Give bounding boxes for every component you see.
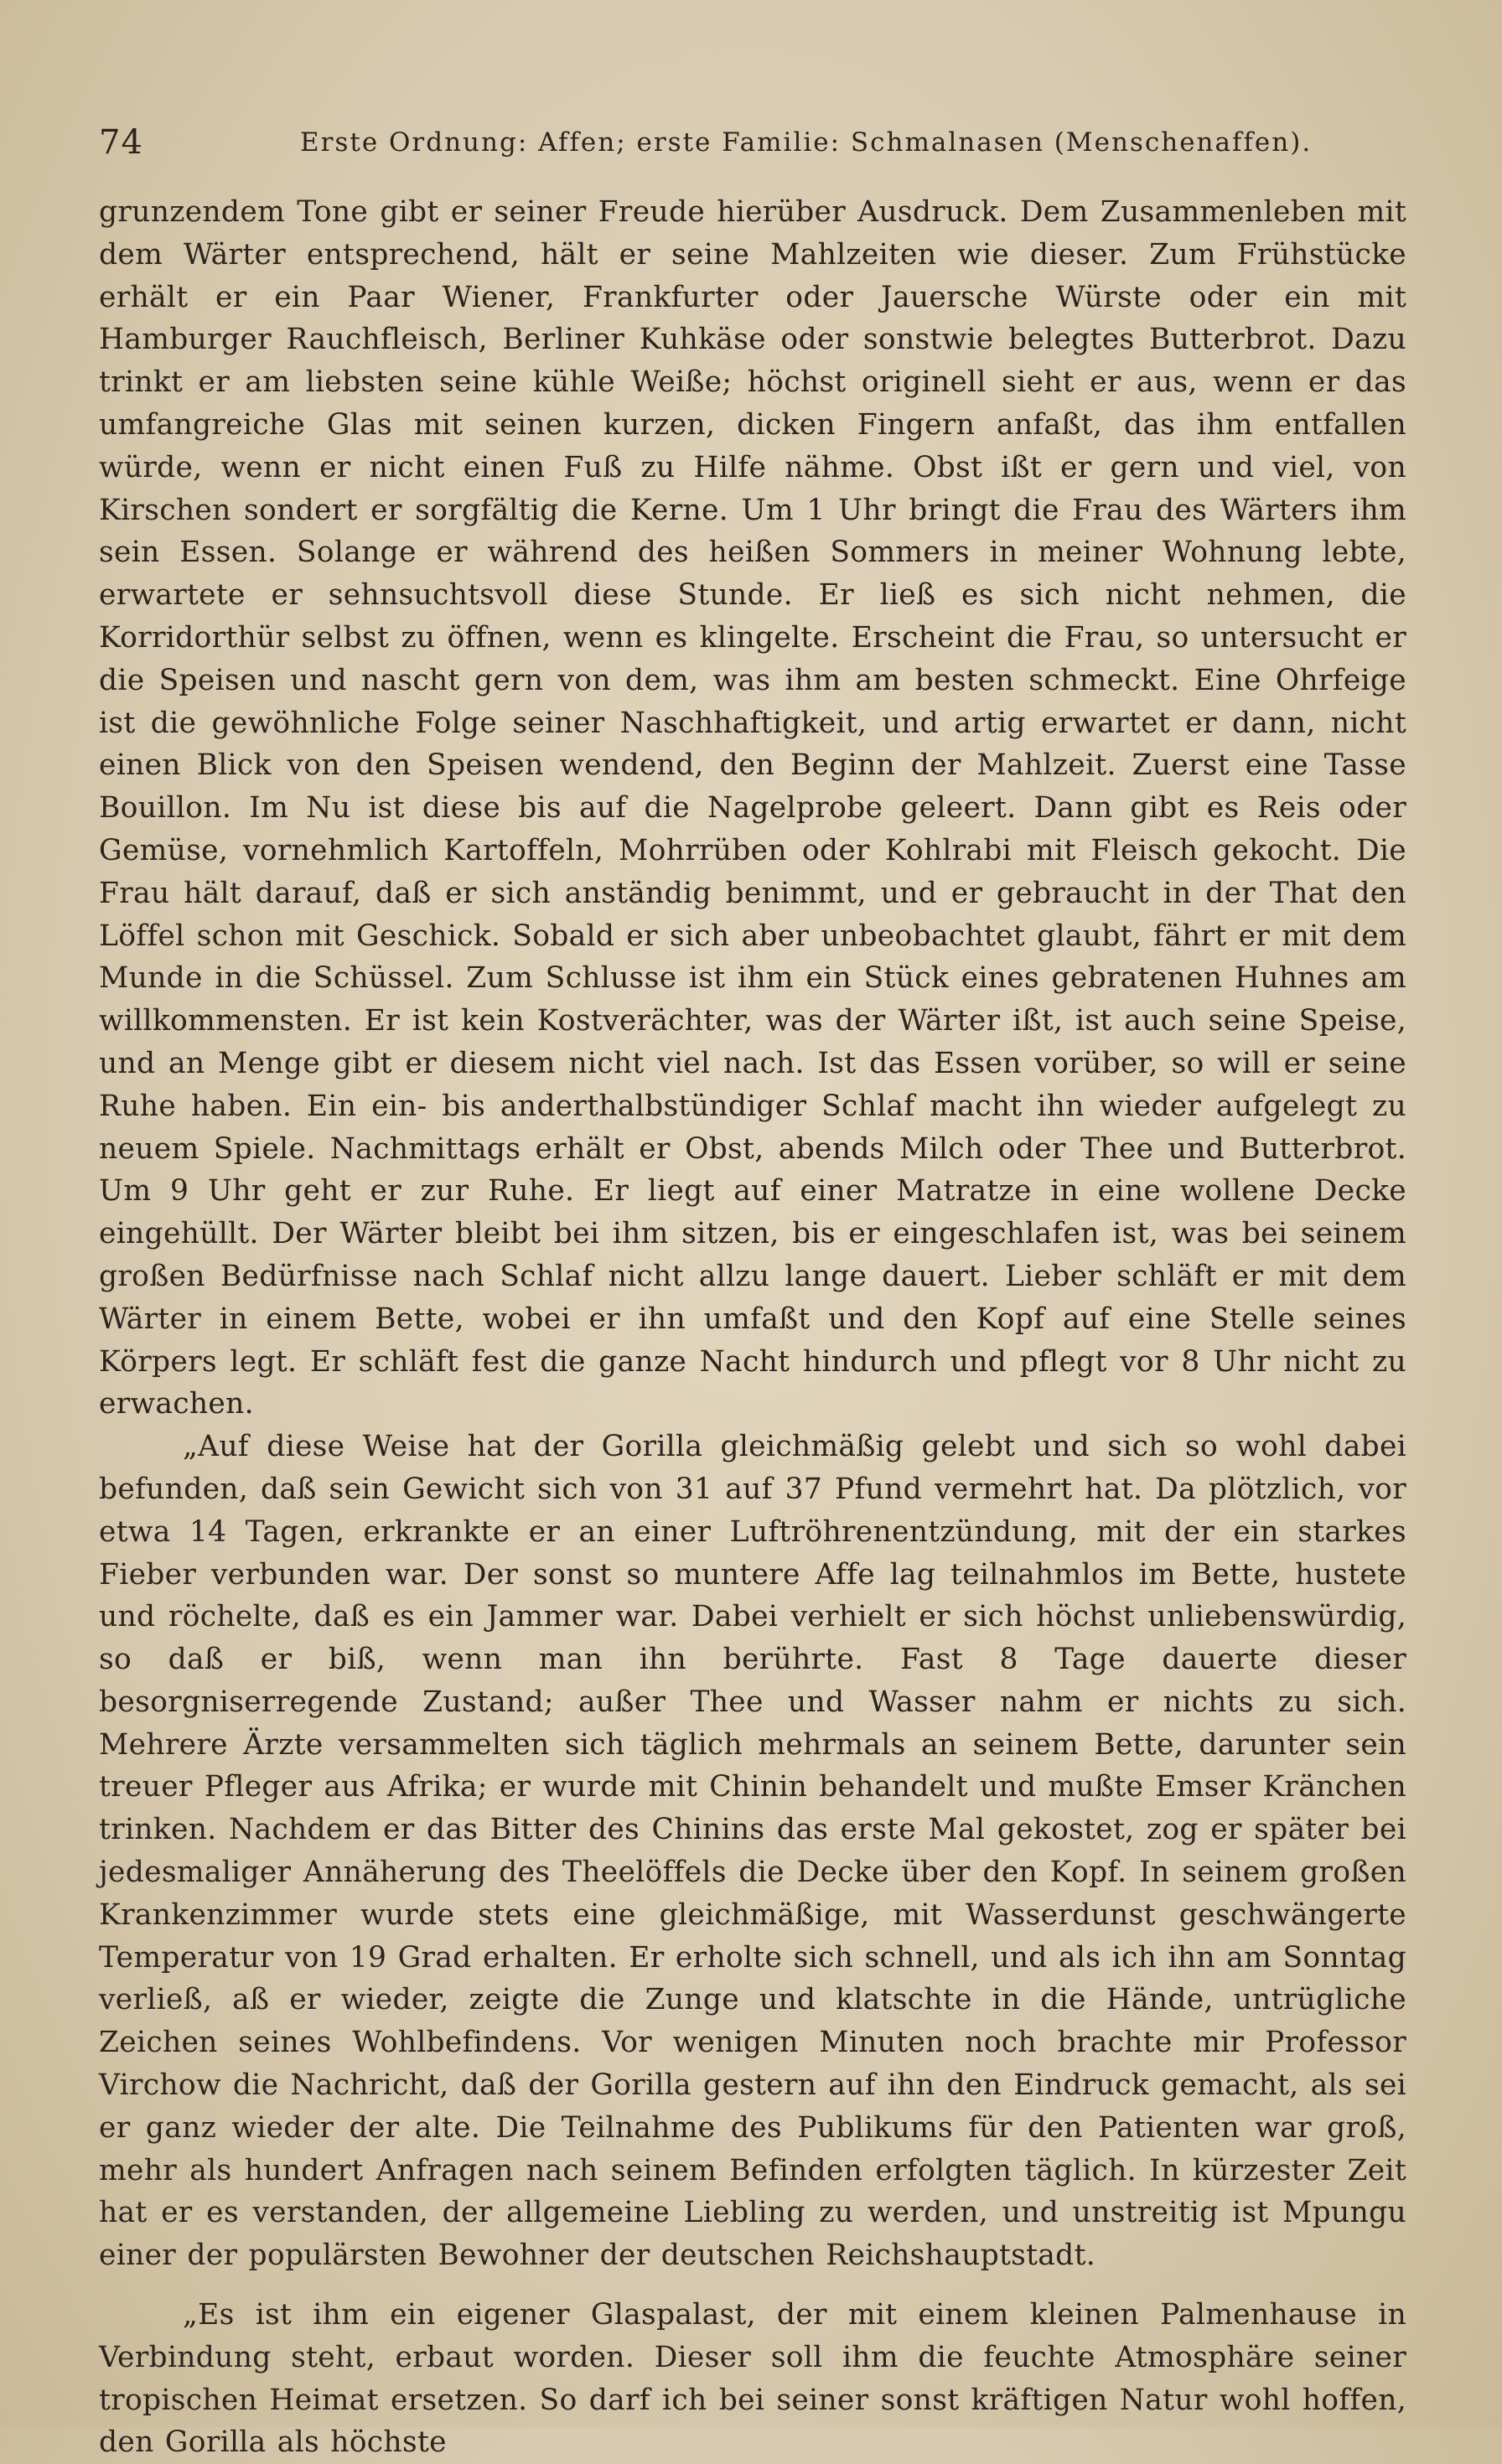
paragraph: „Auf diese Weise hat der Gorilla gleichmäßig gelebt und sich so wohl dabei befunden, daß sein Gewicht sich von 31 auf 37 Pfund vermehrt hat. Da plötzlich, vor etwa 14 Tagen, erkrankte er an einer Luftröhrenentzündung, mit der ein starkes Fieber verbunden war. Der sonst so muntere Affe lag teilnahmlos im Bette, hustete und röchelte, daß es ein Jammer war. Dabei verhielt er sich höchst unliebenswürdig, so daß er biß, wenn man ihn berührte. Fast 8 Tage dauerte dieser besorgniserregende Zustand; außer Thee und Wasser nahm er nichts zu sich. Mehrere Ärzte versammelten sich täglich mehrmals an seinem Bette, darunter sein treuer Pfleger aus Afrika; er wurde mit Chinin behandelt und mußte Emser Kränchen trinken. Nachdem er das Bitter des Chinins das erste Mal gekostet, zog er später bei jedesmaliger Annäherung des Theelöffels die Decke über den Kopf. In seinem großen Krankenzimmer wurde stets eine gleichmäßige, mit Wasserdunst geschwängerte Temperatur von 19 Grad erhalten. Er erholte sich schnell, und als ich ihn am Sonntag verließ, aß er wieder, zeigte die Zunge und klatschte in die Hände, untrügliche Zeichen seines Wohlbefindens. Vor wenigen Minuten noch brachte mir Professor Virchow die Nachricht, daß der Gorilla gestern auf ihn den Eindruck gemacht, als sei er ganz wieder der alte. Die Teilnahme des Publikums für den Patienten war groß, mehr als hundert Anfragen nach seinem Befinden erfolgten täglich. In kürzester Zeit hat er es verstanden, der allgemeine Liebling zu werden, und unstreitig ist Mpungu einer der populärsten Bewohner der deutschen Reichshauptstadt. bbox=[99, 1430, 1406, 2273]
running-head: Erste Ordnung: Affen; erste Familie: Schmalnasen (Menschenaffen). bbox=[300, 127, 1313, 158]
paragraph: „Es ist ihm ein eigener Glaspalast, der mit einem kleinen Palmenhause in Verbindung steht, erbaut worden. Dieser soll ihm die feuchte Atmosphäre seiner tropischen Heimat ersetzen. So darf ich bei seiner sonst kräftigen Natur wohl hoffen, den Gorilla als höchste bbox=[99, 2298, 1406, 2460]
body-text bbox=[99, 191, 1406, 2464]
page-number: 74 bbox=[99, 123, 143, 162]
page-header bbox=[99, 117, 1423, 168]
paragraph: grunzendem Tone gibt er seiner Freude hierüber Ausdruck. Dem Zusammenleben mit dem Wärter entsprechend, hält er seine Mahlzeiten wie dieser. Zum Frühstücke erhält er ein Paar Wiener, Frankfurter oder Jauersche Würste oder ein mit Hamburger Rauchfleisch, Berliner Kuhkäse oder sonstwie belegtes Butterbrot. Dazu trinkt er am liebsten seine kühle Weiße; höchst originell sieht er aus, wenn er das umfangreiche Glas mit seinen kurzen, dicken Fingern anfaßt, das ihm entfallen würde, wenn er nicht einen Fuß zu Hilfe nähme. Obst ißt er gern und viel, von Kirschen sondert er sorgfältig die Kerne. Um 1 Uhr bringt die Frau des Wärters ihm sein Essen. Solange er während des heißen Sommers in meiner Wohnung lebte, erwartete er sehnsuchtsvoll diese Stunde. Er ließ es sich nicht nehmen, die Korridorthür selbst zu öffnen, wenn es klingelte. Erscheint die Frau, so untersucht er die Speisen und nascht gern von dem, was ihm am besten schmeckt. Eine Ohrfeige ist die gewöhnliche Folge seiner Naschhaftigkeit, und artig erwartet er dann, nicht einen Blick von den Speisen wendend, den Beginn der Mahlzeit. Zuerst eine Tasse Bouillon. Im Nu ist diese bis auf die Nagelprobe geleert. Dann gibt es Reis oder Gemüse, vornehmlich Kartoffeln, Mohrrüben oder Kohlrabi mit Fleisch gekocht. Die Frau hält darauf, daß er sich anständig benimmt, und er gebraucht in der That den Löffel schon mit Geschick. Sobald er sich aber unbeobachtet glaubt, fährt er mit dem Munde in die Schüssel. Zum Schlusse ist ihm ein Stück eines gebratenen Huhnes am willkommensten. Er ist kein Kostverächter, was der Wärter ißt, ist auch seine Speise, und an Menge gibt er diesem nicht viel nach. Ist das Essen vorüber, so will er seine Ruhe haben. Ein ein- bis anderthalbstündiger Schlaf macht ihn wieder aufgelegt zu neuem Spiele. Nachmittags erhält er Obst, abends Milch oder Thee und Butterbrot. Um 9 Uhr geht er zur Ruhe. Er liegt auf einer Matratze in eine wollene Decke eingehüllt. Der Wärter bleibt bei ihm sitzen, bis er eingeschlafen ist, was bei seinem großen Bedürfnisse nach Schlaf nicht allzu lange dauert. Lieber schläft er mit dem Wärter in einem Bette, wobei er ihn umfaßt und den Kopf auf eine Stelle seines Körpers legt. Er schläft fest die ganze Nacht hindurch und pflegt vor 8 Uhr nicht zu erwachen. bbox=[99, 195, 1406, 1421]
